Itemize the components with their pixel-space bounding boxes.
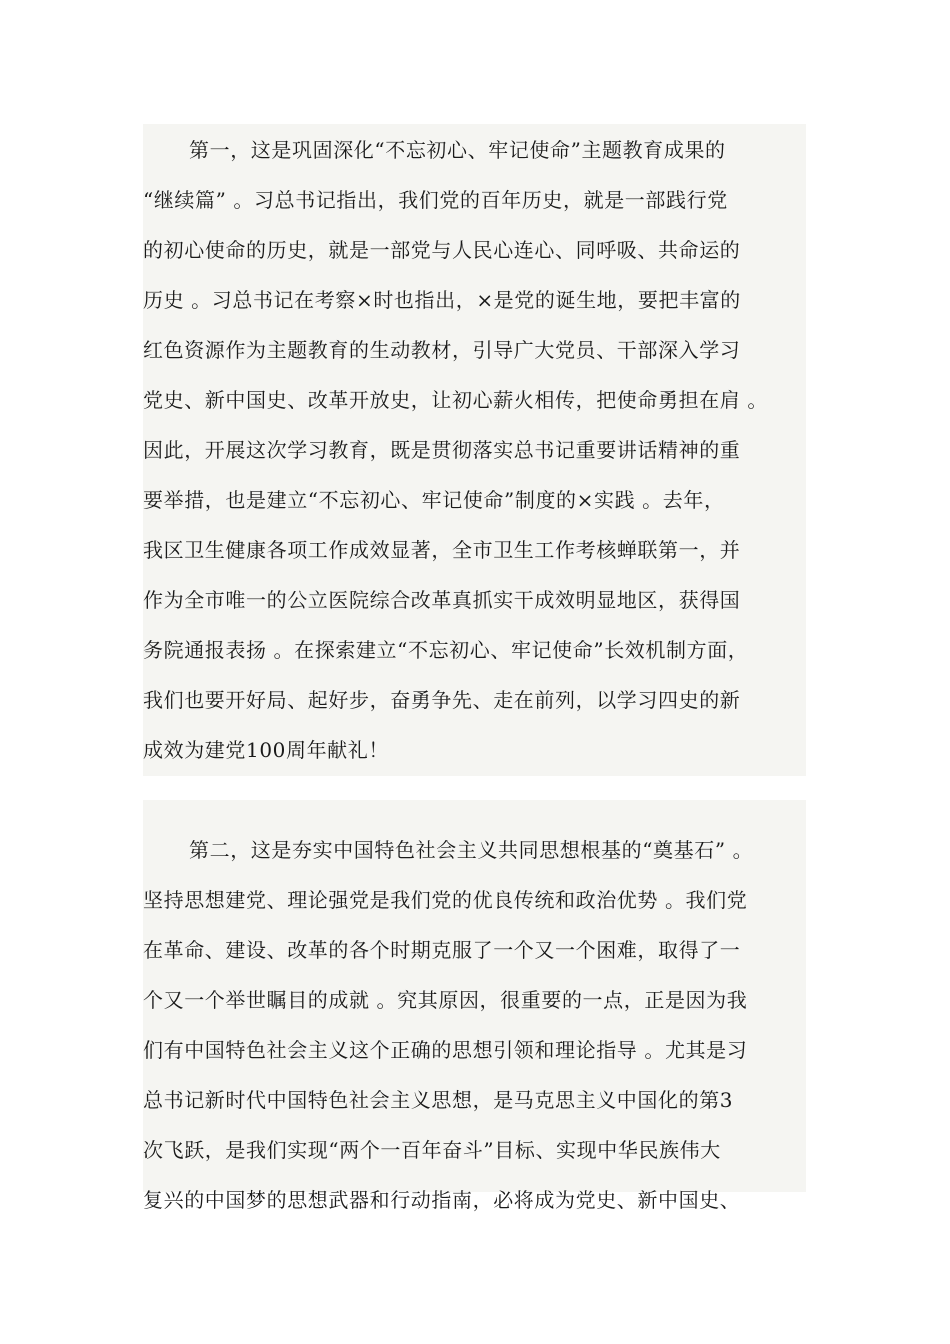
paragraph-2-line-6: 总书记新时代中国特色社会主义思想，是马克思主义中国化的第3 xyxy=(143,1088,734,1112)
paragraph-1 xyxy=(143,124,806,776)
paragraph-1-line-3: 的初心使命的历史，就是一部党与人民心连心、同呼吸、共命运的 xyxy=(143,238,741,262)
paragraph-2-line-1: 第二，这是夯实中国特色社会主义共同思想根基的“奠基石” 。 xyxy=(189,838,754,862)
paragraph-2-line-8: 复兴的中国梦的思想武器和行动指南，必将成为党史、新中国史、 xyxy=(143,1188,741,1212)
paragraph-1-line-11: 务院通报表扬 。在探索建立“不忘初心、牢记使命”长效机制方面， xyxy=(143,638,749,662)
paragraph-1-line-5: 红色资源作为主题教育的生动教材，引导广大党员、干部深入学习 xyxy=(143,338,741,362)
paragraph-1-line-13: 成效为建党100周年献礼！ xyxy=(143,738,389,762)
paragraph-1-line-8: 要举措，也是建立“不忘初心、牢记使命”制度的×实践 。去年， xyxy=(143,488,725,512)
paragraph-1-line-10: 作为全市唯一的公立医院综合改革真抓实干成效明显地区，获得国 xyxy=(143,588,741,612)
paragraph-1-line-6: 党史、新中国史、改革开放史，让初心薪火相传，把使命勇担在肩 。 xyxy=(143,388,768,412)
paragraph-1-line-9: 我区卫生健康各项工作成效显著，全市卫生工作考核蝉联第一，并 xyxy=(143,538,741,562)
paragraph-2-line-3: 在革命、建设、改革的各个时期克服了一个又一个困难，取得了一 xyxy=(143,938,741,962)
paragraph-1-line-1: 第一，这是巩固深化“不忘初心、牢记使命”主题教育成果的 xyxy=(189,138,726,162)
paragraph-1-line-7: 因此，开展这次学习教育，既是贯彻落实总书记重要讲话精神的重 xyxy=(143,438,741,462)
paragraph-2-line-4: 个又一个举世瞩目的成就 。究其原因，很重要的一点，正是因为我 xyxy=(143,988,748,1012)
paragraph-2-line-2: 坚持思想建党、理论强党是我们党的优良传统和政治优势 。我们党 xyxy=(143,888,748,912)
paragraph-2-line-5: 们有中国特色社会主义这个正确的思想引领和理论指导 。尤其是习 xyxy=(143,1038,748,1062)
paragraph-1-line-2: “继续篇” 。习总书记指出，我们党的百年历史，就是一部践行党 xyxy=(143,188,728,212)
paragraph-2 xyxy=(143,800,806,1212)
paragraph-1-line-12: 我们也要开好局、起好步，奋勇争先、走在前列，以学习四史的新 xyxy=(143,688,741,712)
paragraph-1-line-4: 历史 。习总书记在考察×时也指出，×是党的诞生地，要把丰富的 xyxy=(143,288,741,312)
paragraph-2-line-7: 次飞跃，是我们实现“两个一百年奋斗”目标、实现中华民族伟大 xyxy=(143,1138,721,1162)
